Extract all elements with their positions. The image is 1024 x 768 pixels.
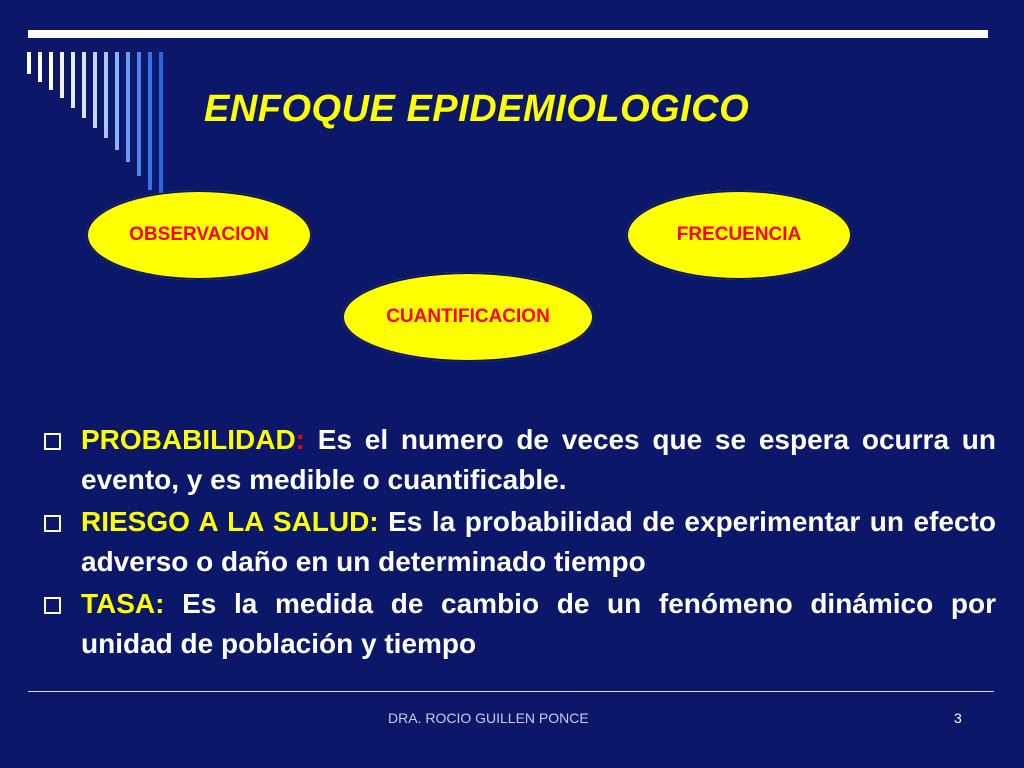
bullet-riesgo [44,502,996,582]
bullet-list [44,420,996,666]
page-number: 3 [954,710,962,726]
slide-title: ENFOQUE EPIDEMIOLOGICO [204,88,750,130]
footer-divider [28,691,994,692]
bullet-term: RIESGO A LA SALUD [81,506,370,537]
bullet-colon: : [369,506,379,537]
bullet-colon: : [155,588,165,619]
oval-observacion [86,190,312,280]
bullet-text: Es la probabilidad de experimentar un efecto adverso o daño en un determinado tiempo [81,506,996,577]
oval-cuantificacion [342,272,594,362]
square-bullet-icon [44,515,61,532]
oval-cuantificacion-label: CUANTIFICACION [386,306,550,327]
oval-observacion-label: OBSERVACION [129,224,269,245]
bullet-term: TASA [81,588,156,619]
oval-frecuencia-label: FRECUENCIA [676,224,802,245]
bullet-text: Es el numero de veces que se espera ocurra un evento, y es medible o cuantificable. [81,424,996,495]
bullet-tasa [44,584,996,664]
bullet-text: Es la medida de cambio de un fenómeno dinámico por unidad de población y tiempo [81,588,996,659]
bullet-colon: : [295,424,305,455]
square-bullet-icon [44,597,61,614]
bullet-probabilidad [44,420,996,500]
top-border-bar [28,30,988,38]
square-bullet-icon [44,433,61,450]
oval-frecuencia [626,190,852,280]
footer-author: DRA. ROCIO GUILLEN PONCE [388,710,589,726]
bullet-term: PROBABILIDAD [81,424,296,455]
